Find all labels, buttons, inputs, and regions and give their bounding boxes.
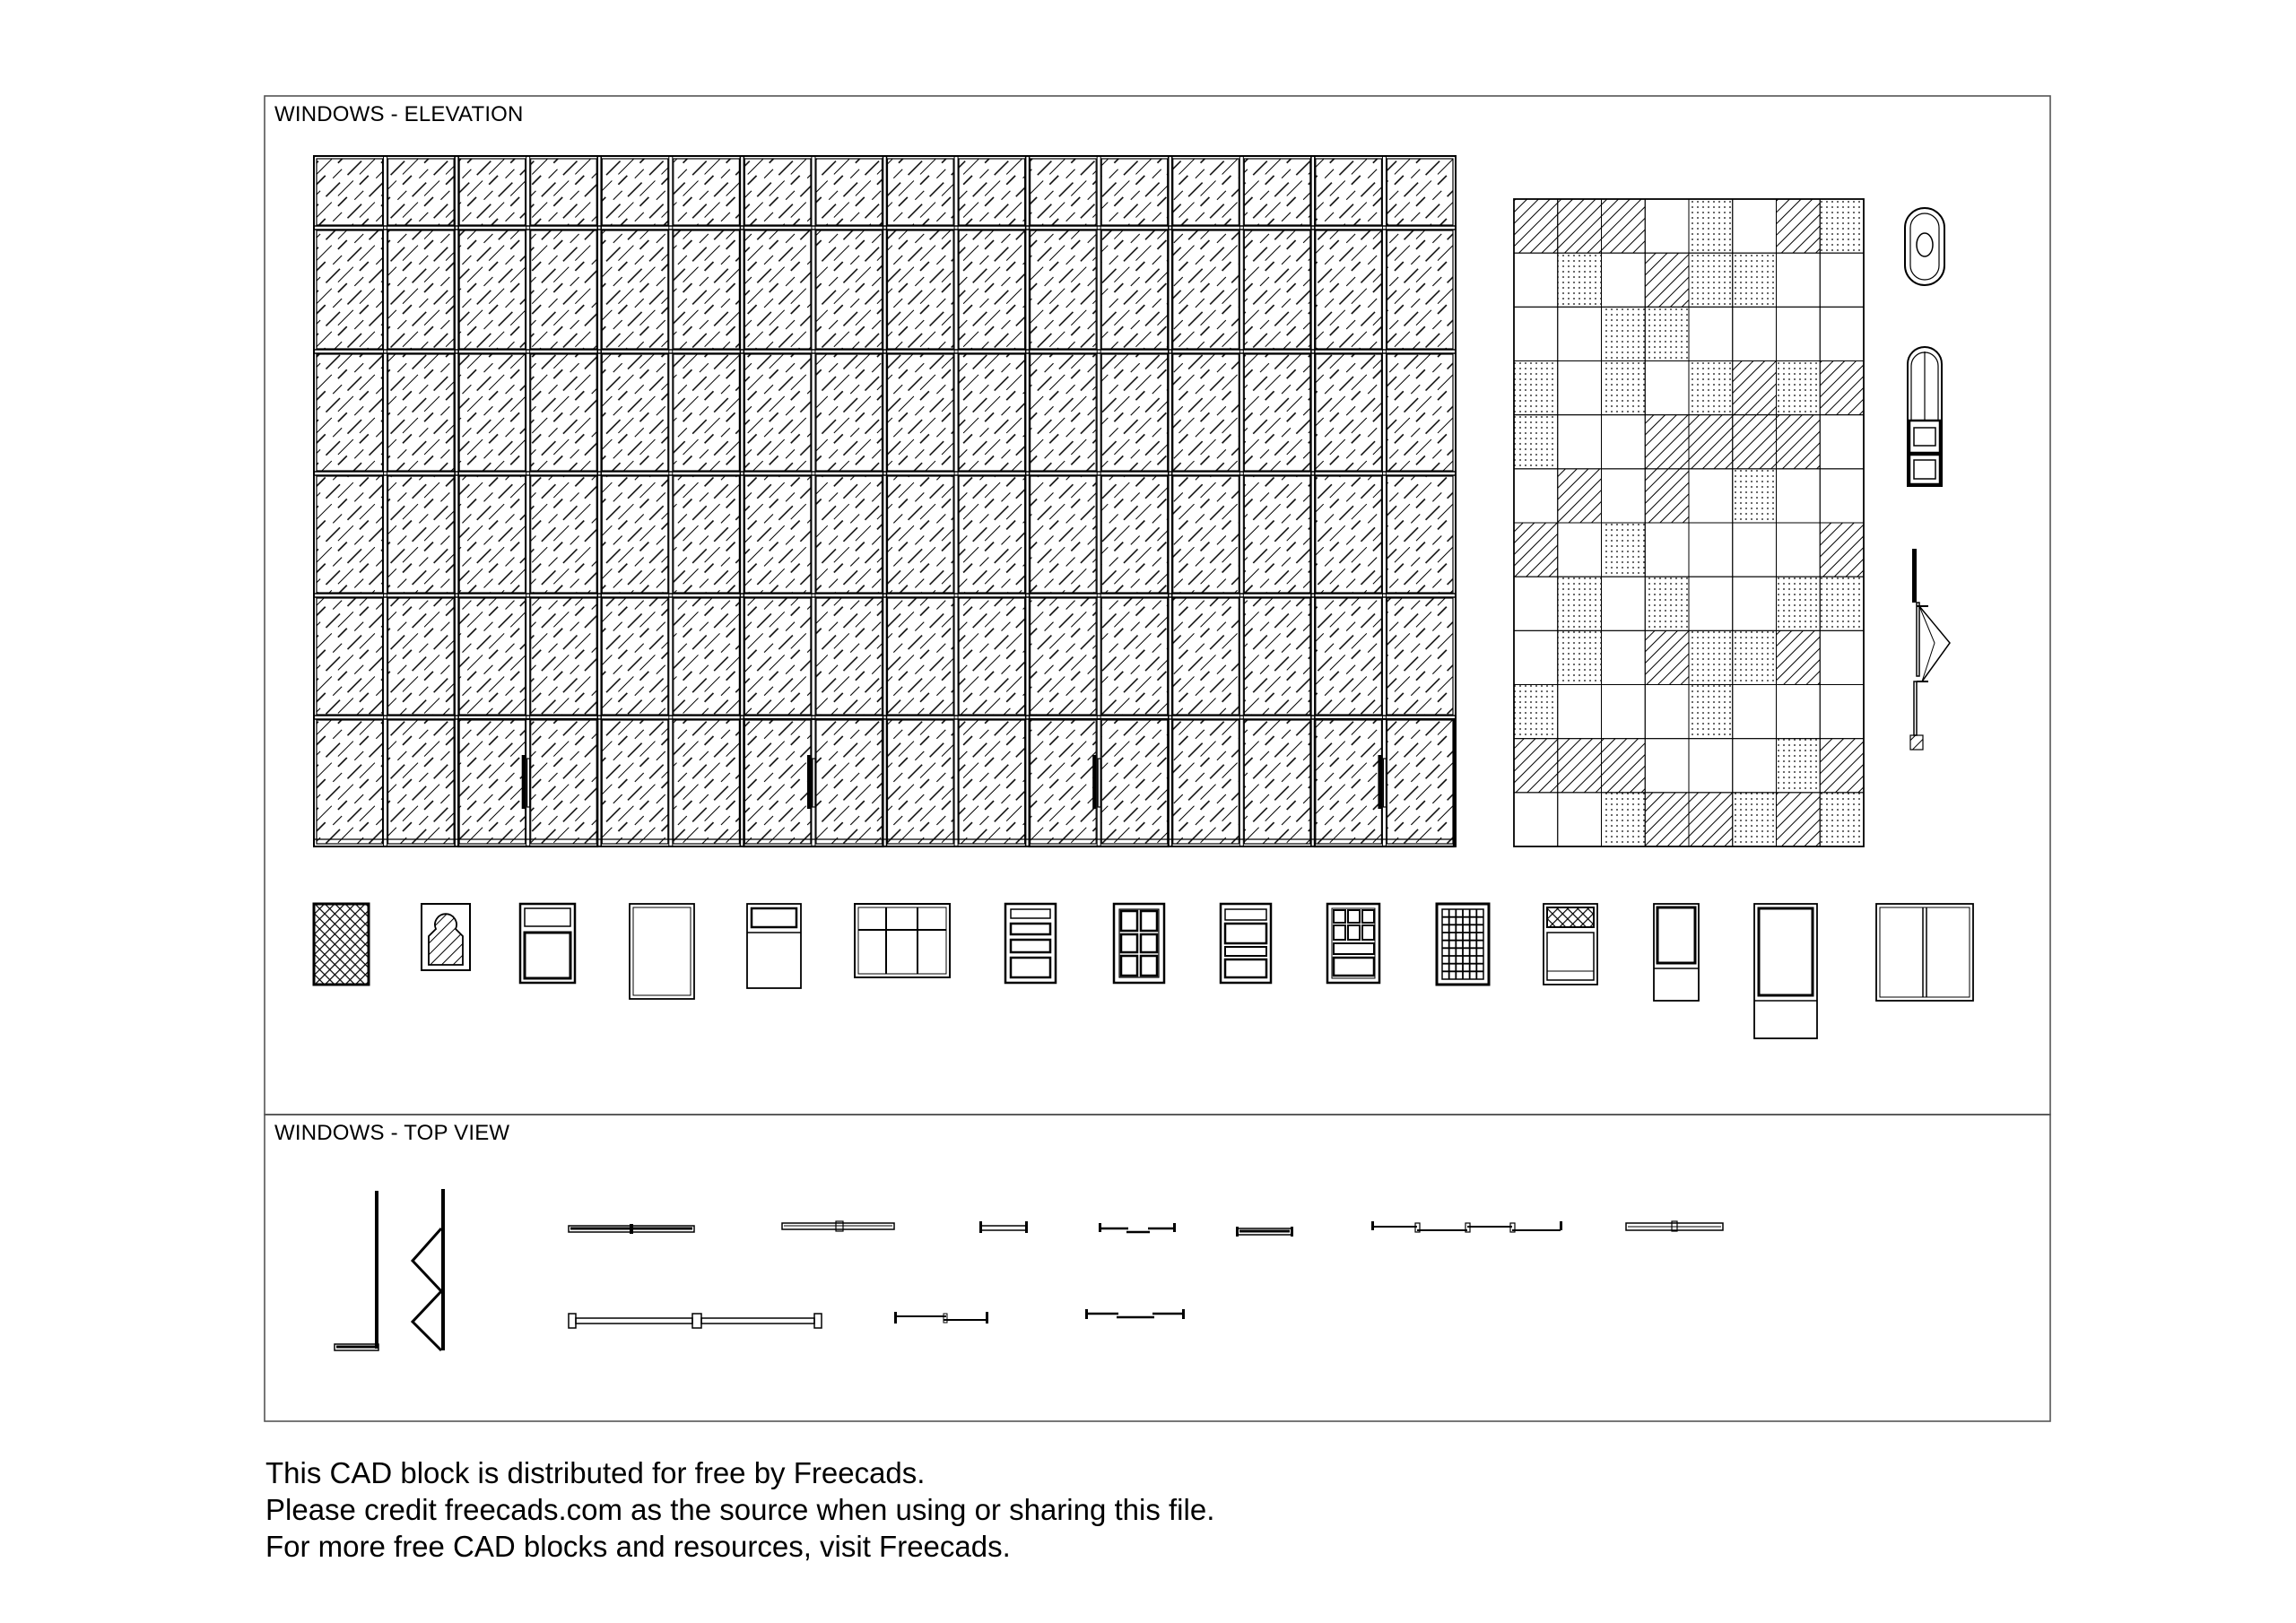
glass-pane [1387, 159, 1453, 225]
mosaic-tile [1820, 199, 1864, 253]
glass-pane [1316, 598, 1382, 715]
mosaic-tile [1733, 739, 1777, 793]
credit-line-2: Please credit freecads.com as the source when using or sharing this file. [265, 1493, 1215, 1526]
glass-pane [1316, 159, 1382, 225]
mosaic-window-panel [1514, 199, 1864, 846]
glass-pane [531, 159, 597, 225]
glass-pane [674, 230, 740, 349]
mosaic-tile [1777, 685, 1821, 739]
glass-pane [959, 354, 1025, 471]
mosaic-tile [1820, 630, 1864, 684]
glass-pane [388, 230, 455, 349]
glass-pane [602, 598, 668, 715]
mosaic-tile [1514, 253, 1558, 307]
glass-pane [317, 476, 383, 593]
mosaic-tile [1733, 469, 1777, 523]
mosaic-tile [1689, 469, 1733, 523]
glass-pane [1173, 354, 1239, 471]
mosaic-tile [1558, 630, 1602, 684]
glass-pane [602, 159, 668, 225]
glass-pane [1173, 230, 1239, 349]
bay-window-plan [335, 1189, 445, 1350]
mosaic-tile [1602, 199, 1646, 253]
mosaic-tile [1645, 577, 1689, 630]
glass-pane [1244, 720, 1310, 844]
glass-pane [674, 598, 740, 715]
grid-lattice-window [1437, 904, 1489, 985]
mosaic-tile [1558, 685, 1602, 739]
mosaic-tile [1645, 469, 1689, 523]
mosaic-tile [1645, 199, 1689, 253]
mosaic-tile [1514, 523, 1558, 577]
elevation-section-title: WINDOWS - ELEVATION [274, 102, 524, 126]
glass-pane [388, 354, 455, 471]
mosaic-tile [1558, 469, 1602, 523]
mosaic-tile [1689, 630, 1733, 684]
mosaic-tile [1689, 415, 1733, 469]
mosaic-tile [1645, 739, 1689, 793]
mosaic-tile [1514, 199, 1558, 253]
plan-window-8 [569, 1314, 822, 1328]
glass-pane [1101, 230, 1168, 349]
mosaic-tile [1558, 415, 1602, 469]
mosaic-tile [1602, 793, 1646, 846]
mosaic-tile [1645, 415, 1689, 469]
glass-pane [888, 230, 954, 349]
glass-pane [317, 354, 383, 471]
glass-pane [1244, 598, 1310, 715]
glass-pane [531, 354, 597, 471]
glass-pane [1316, 476, 1382, 593]
mosaic-tile [1689, 685, 1733, 739]
mosaic-tile [1777, 199, 1821, 253]
mosaic-tile [1558, 361, 1602, 415]
plan-window-7 [1626, 1221, 1723, 1231]
mosaic-tile [1777, 630, 1821, 684]
glazed-door-panel [1654, 904, 1699, 1001]
mosaic-tile [1602, 685, 1646, 739]
glass-pane [744, 230, 811, 349]
mosaic-tile [1820, 793, 1864, 846]
glass-pane [959, 598, 1025, 715]
lattice-window [314, 904, 369, 985]
glass-pane [317, 598, 383, 715]
mosaic-tile [1514, 307, 1558, 360]
glass-pane [888, 476, 954, 593]
glass-pane [816, 159, 883, 225]
mosaic-tile [1602, 361, 1646, 415]
glass-pane [1101, 476, 1168, 593]
glass-pane [531, 230, 597, 349]
mosaic-tile [1777, 469, 1821, 523]
door-handle [807, 755, 811, 809]
glass-pane [888, 159, 954, 225]
glass-pane [459, 720, 526, 844]
glass-pane [1031, 159, 1097, 225]
mosaic-tile [1558, 307, 1602, 360]
mosaic-tile [1689, 361, 1733, 415]
plan-window-4 [1099, 1223, 1176, 1232]
glass-pane [1387, 598, 1453, 715]
glass-pane [388, 476, 455, 593]
glass-pane [744, 354, 811, 471]
mosaic-tile [1777, 415, 1821, 469]
glass-pane [1244, 476, 1310, 593]
glass-pane [1031, 354, 1097, 471]
mosaic-tile [1820, 685, 1864, 739]
glass-pane [602, 720, 668, 844]
door-handle [1092, 755, 1096, 809]
glass-pane [1173, 159, 1239, 225]
mosaic-tile [1820, 577, 1864, 630]
glass-pane [1387, 720, 1453, 844]
mosaic-tile [1777, 361, 1821, 415]
door-handle [527, 759, 530, 807]
mosaic-tile [1602, 739, 1646, 793]
glass-pane [1031, 598, 1097, 715]
mosaic-tile [1558, 253, 1602, 307]
door-handle [813, 759, 815, 807]
credits-block [265, 1454, 1214, 1565]
plan-window-1 [569, 1224, 694, 1234]
glass-pane [959, 476, 1025, 593]
glass-pane [1244, 354, 1310, 471]
mosaic-tile [1645, 307, 1689, 360]
glass-pane [602, 354, 668, 471]
credit-line-3: For more free CAD blocks and resources, visit Freecads. [265, 1530, 1011, 1563]
mosaic-tile [1514, 739, 1558, 793]
credit-line-1: This CAD block is distributed for free by Freecads. [265, 1456, 926, 1489]
plan-window-6 [1371, 1221, 1562, 1232]
mosaic-tile [1820, 739, 1864, 793]
glass-pane [1387, 354, 1453, 471]
glass-pane [816, 476, 883, 593]
glass-pane [1173, 720, 1239, 844]
mosaic-tile [1733, 685, 1777, 739]
plan-window-10 [1085, 1309, 1185, 1319]
glass-pane [1316, 354, 1382, 471]
glass-pane [317, 159, 383, 225]
glass-pane [1101, 159, 1168, 225]
mosaic-tile [1602, 307, 1646, 360]
mosaic-tile [1820, 415, 1864, 469]
glass-pane [1387, 230, 1453, 349]
glass-pane [388, 720, 455, 844]
mosaic-tile [1777, 739, 1821, 793]
door-handle [1378, 755, 1381, 809]
grid-casement-window [1114, 904, 1164, 983]
mosaic-tile [1514, 685, 1558, 739]
transom-fixed-window [747, 904, 801, 988]
glass-pane [816, 720, 883, 844]
top-view-panel-frame [265, 1115, 2050, 1421]
glass-pane [674, 476, 740, 593]
glass-pane [1244, 230, 1310, 349]
mosaic-tile [1820, 307, 1864, 360]
glass-pane [888, 720, 954, 844]
glass-pane [959, 159, 1025, 225]
mosaic-tile [1514, 415, 1558, 469]
double-hung-window [1005, 904, 1056, 983]
glass-pane [1244, 159, 1310, 225]
mosaic-tile [1777, 523, 1821, 577]
mosaic-tile [1645, 253, 1689, 307]
glass-pane [1101, 354, 1168, 471]
mosaic-tile [1820, 253, 1864, 307]
glass-pane [1031, 476, 1097, 593]
glass-pane [744, 159, 811, 225]
glass-pane [744, 720, 811, 844]
oval-porthole-window [1905, 208, 1944, 285]
mosaic-tile [1689, 739, 1733, 793]
mosaic-tile [1733, 793, 1777, 846]
glass-pane [674, 354, 740, 471]
glass-pane [959, 230, 1025, 349]
mosaic-tile [1645, 361, 1689, 415]
fixed-window [630, 904, 694, 999]
mosaic-tile [1645, 523, 1689, 577]
glass-pane [744, 476, 811, 593]
mosaic-tile [1514, 469, 1558, 523]
double-sliding-window [1876, 904, 1973, 1001]
window-section-detail [1910, 549, 1950, 750]
arched-window [1908, 347, 1942, 486]
mosaic-tile [1645, 630, 1689, 684]
mosaic-tile [1602, 577, 1646, 630]
glass-pane [317, 720, 383, 844]
mosaic-tile [1645, 685, 1689, 739]
glass-pane [816, 598, 883, 715]
glass-pane [1316, 230, 1382, 349]
glass-pane [459, 476, 526, 593]
glass-pane [1173, 476, 1239, 593]
mosaic-tile [1733, 577, 1777, 630]
mosaic-tile [1733, 523, 1777, 577]
glass-pane [317, 230, 383, 349]
mosaic-tile [1514, 361, 1558, 415]
mosaic-tile [1777, 307, 1821, 360]
mosaic-tile [1602, 415, 1646, 469]
glass-pane [816, 230, 883, 349]
mosaic-tile [1689, 307, 1733, 360]
plan-window-3 [979, 1221, 1028, 1233]
glass-pane [674, 159, 740, 225]
mosaic-tile [1777, 577, 1821, 630]
glass-pane [459, 598, 526, 715]
mosaic-tile [1602, 523, 1646, 577]
colonial-window [1327, 904, 1379, 983]
glass-pane [1173, 598, 1239, 715]
mosaic-tile [1514, 577, 1558, 630]
glass-pane [674, 720, 740, 844]
glass-pane [531, 476, 597, 593]
top-view-section-title: WINDOWS - TOP VIEW [274, 1121, 510, 1145]
glass-pane [1387, 476, 1453, 593]
mosaic-tile [1689, 577, 1733, 630]
mosaic-tile [1689, 253, 1733, 307]
glass-pane [744, 598, 811, 715]
door-handle [522, 755, 526, 809]
mosaic-tile [1820, 523, 1864, 577]
glass-pane [602, 230, 668, 349]
glass-pane [388, 159, 455, 225]
door-handle [1383, 759, 1386, 807]
mosaic-tile [1602, 253, 1646, 307]
glass-pane [459, 354, 526, 471]
mosaic-tile [1777, 793, 1821, 846]
glass-pane [1031, 230, 1097, 349]
glass-pane [1031, 720, 1097, 844]
glass-pane [459, 159, 526, 225]
mosaic-tile [1820, 469, 1864, 523]
glass-pane [959, 720, 1025, 844]
mosaic-tile [1777, 253, 1821, 307]
glass-pane [888, 598, 954, 715]
mosaic-tile [1514, 630, 1558, 684]
mosaic-tile [1602, 469, 1646, 523]
plan-window-2 [782, 1221, 894, 1231]
mosaic-tile [1602, 630, 1646, 684]
glass-pane [459, 230, 526, 349]
french-door-panel [1754, 904, 1817, 1038]
mosaic-tile [1733, 415, 1777, 469]
mosaic-tile [1558, 523, 1602, 577]
door-handle [1098, 759, 1100, 807]
mosaic-tile [1689, 523, 1733, 577]
mosaic-tile [1558, 577, 1602, 630]
mosaic-tile [1689, 199, 1733, 253]
mosaic-tile [1558, 793, 1602, 846]
glass-pane [1101, 598, 1168, 715]
mosaic-tile [1820, 361, 1864, 415]
glass-pane [1316, 720, 1382, 844]
plan-window-5 [1236, 1227, 1293, 1237]
mosaic-tile [1558, 199, 1602, 253]
mosaic-tile [1733, 361, 1777, 415]
glass-pane [531, 720, 597, 844]
mosaic-tile [1733, 307, 1777, 360]
glass-pane [388, 598, 455, 715]
mosaic-tile [1514, 793, 1558, 846]
double-hung-window-2 [1221, 904, 1271, 983]
mosaic-tile [1645, 793, 1689, 846]
mosaic-tile [1733, 199, 1777, 253]
glass-pane [531, 598, 597, 715]
curtain-wall-elevation [314, 156, 1456, 846]
mosaic-tile [1733, 253, 1777, 307]
glass-pane [888, 354, 954, 471]
mosaic-tile [1733, 630, 1777, 684]
glass-pane [1101, 720, 1168, 844]
moorish-arch-window [422, 904, 470, 970]
plan-window-9 [894, 1312, 988, 1324]
awning-fixed-window [520, 904, 575, 983]
triple-casement-window [855, 904, 950, 977]
lattice-top-window [1544, 904, 1597, 985]
glass-pane [816, 354, 883, 471]
mosaic-tile [1558, 739, 1602, 793]
glass-pane [602, 476, 668, 593]
mosaic-tile [1689, 793, 1733, 846]
